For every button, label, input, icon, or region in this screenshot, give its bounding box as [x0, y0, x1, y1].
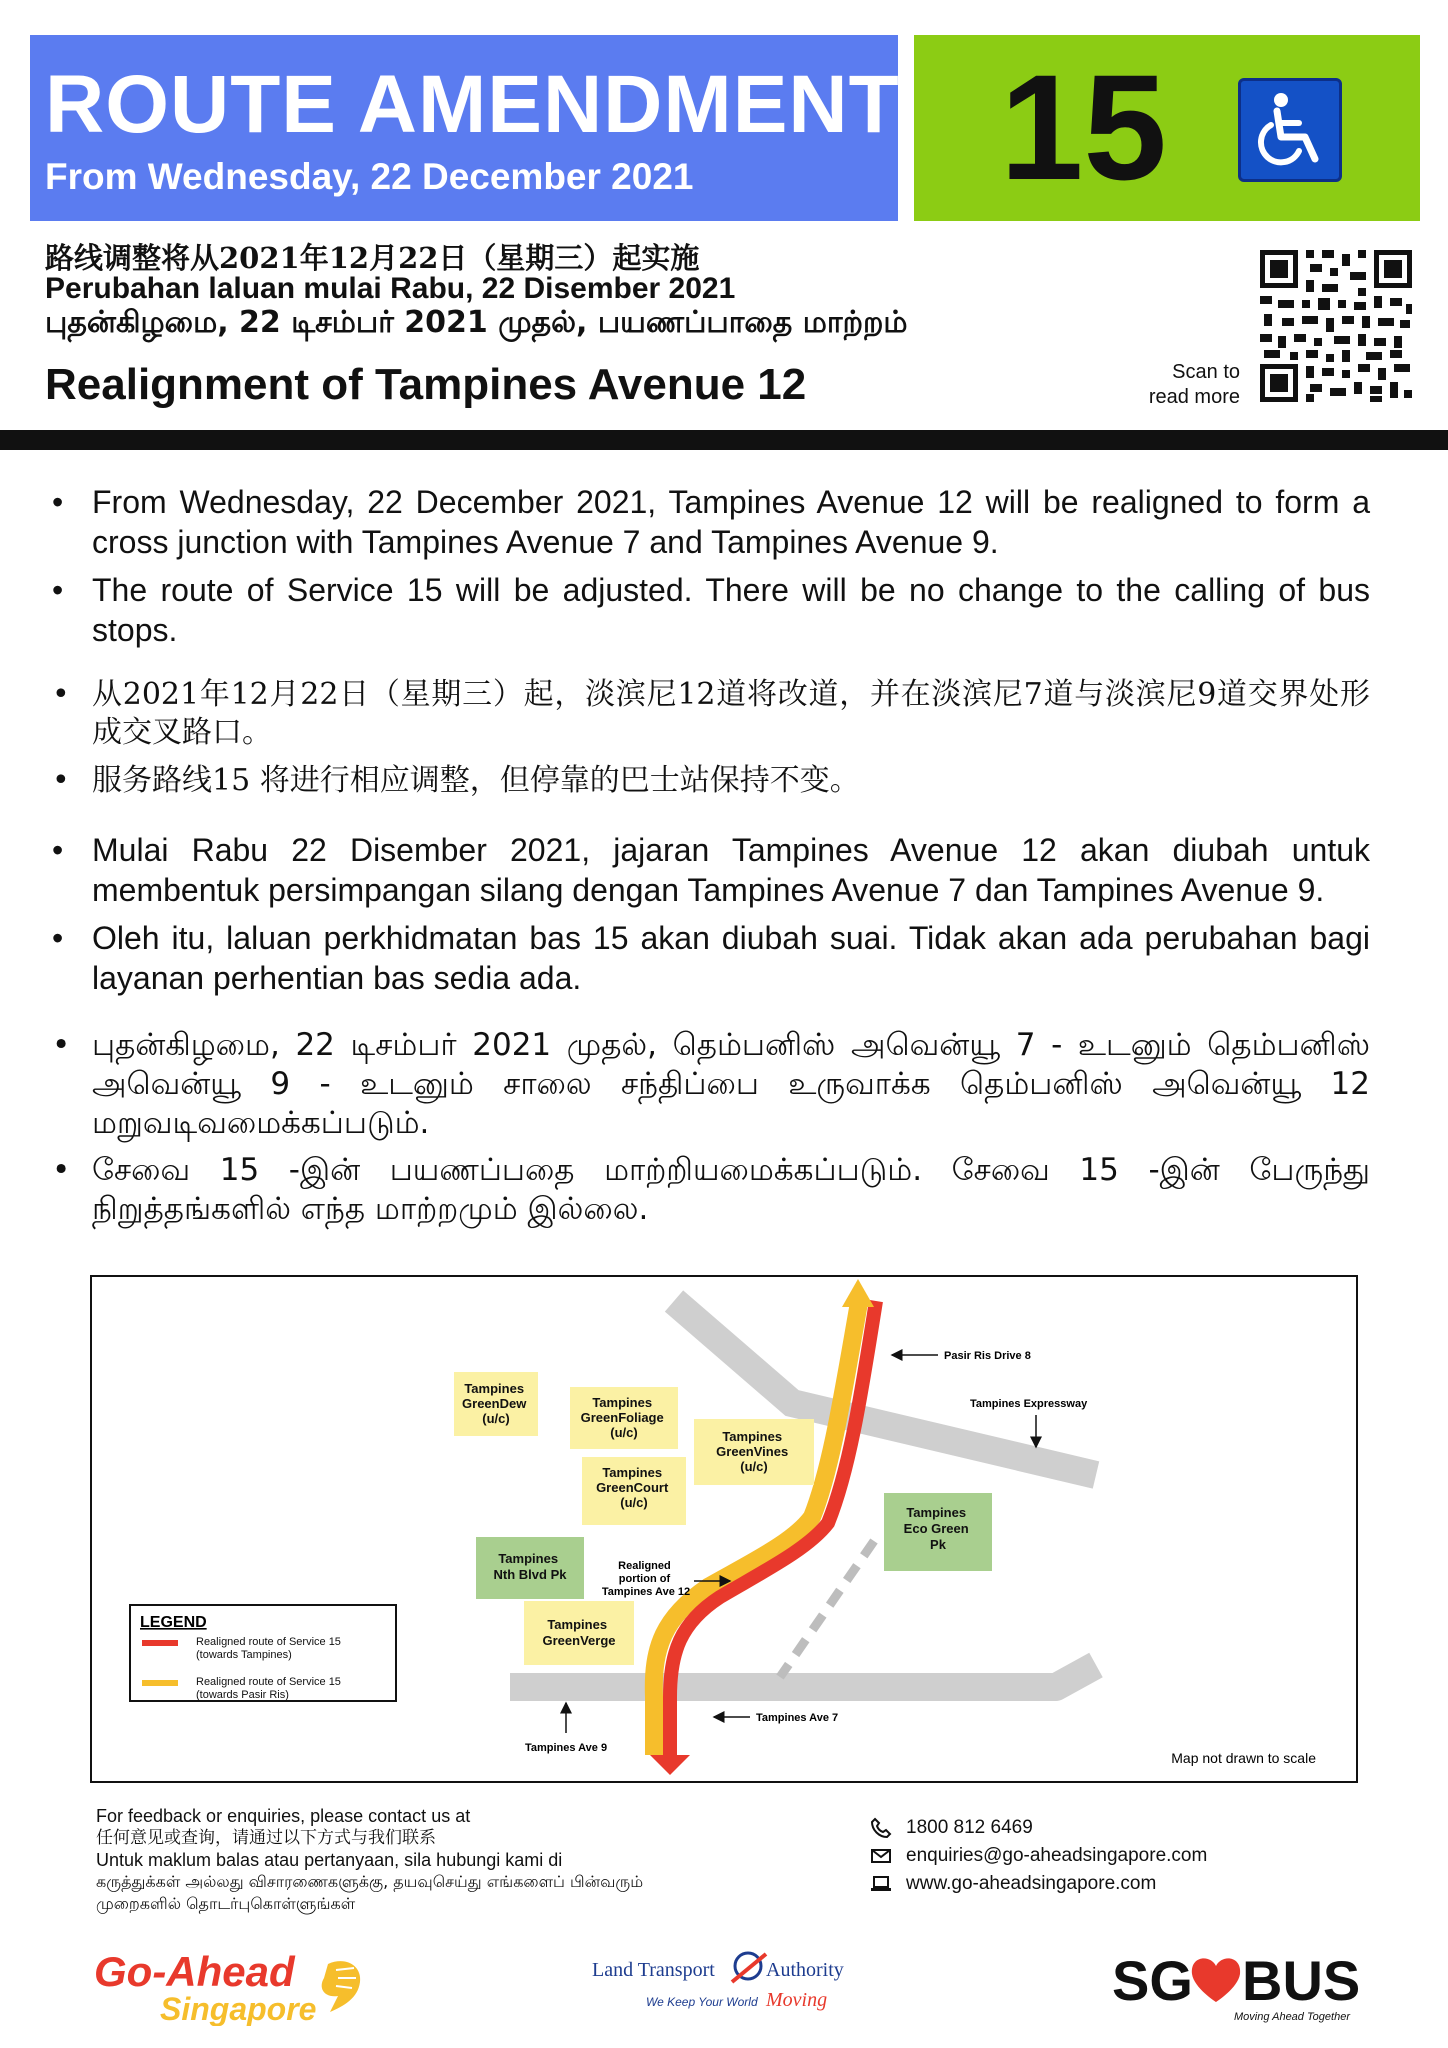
svg-text:Tampines Nth Blvd Pk: Tampines Nth Blvd Pk	[493, 1551, 567, 1582]
svg-text:Tampines GreenCourt: Tampines GreenCourt (u/c)	[596, 1465, 669, 1510]
goahead-logo	[92, 1946, 382, 2031]
svg-text:Tampines Eco Green: Tampines Eco Green Pk	[903, 1505, 969, 1552]
label-realigned-portion: Realigned portion of Tampines Ave 12	[601, 1560, 691, 1598]
malay-bullets	[40, 830, 1370, 998]
title-chinese: 路线调整将从2021年12月22日（星期三）起实施	[45, 241, 700, 275]
sgbus-logo	[1112, 1948, 1362, 2029]
wheelchair-icon	[1238, 78, 1342, 182]
svg-text:Moving Ahead Together: Moving Ahead Together	[1234, 2011, 1350, 2023]
phone-icon	[870, 1817, 892, 1839]
route-number: 15	[1000, 43, 1167, 211]
email-address[interactable]: enquiries@go-aheadsingapore.com	[906, 1845, 1208, 1866]
legend-title: LEGEND	[140, 1614, 207, 1631]
map-legend	[130, 1605, 396, 1701]
list-item: • 服务路线15 将进行相应调整，但停靠的巴士站保持不变。	[40, 762, 1370, 800]
legend-yellow-label: Realigned route of Service 15 (towards Pasir Ris)	[196, 1676, 341, 1701]
english-bullets	[40, 482, 1370, 650]
qr-code[interactable]	[1256, 246, 1416, 406]
website-contact[interactable]	[870, 1870, 1156, 1898]
old-tampines-ave-12	[780, 1541, 874, 1677]
label-tampines-ave-9: Tampines Ave 9	[524, 1742, 608, 1754]
list-item: • The route of Service 15 will be adjusted. There will be no change to the calling of bus stops.	[40, 570, 1370, 650]
title-malay: Perubahan laluan mulai Rabu, 22 Disember 2021	[45, 272, 736, 305]
svg-text:SG: SG	[1112, 1949, 1193, 2012]
phone-contact[interactable]	[870, 1814, 1033, 1842]
header-divider	[0, 430, 1448, 450]
list-item: • Mulai Rabu 22 Disember 2021, jajaran Tampines Avenue 12 akan diubah untuk membentuk persimpangan silang dengan Tampines Avenue 7 dan Tampines Avenue 9.	[40, 830, 1370, 910]
route-yellow-arrowhead	[842, 1279, 874, 1307]
legend-red-swatch	[142, 1640, 178, 1646]
list-item: • Oleh itu, laluan perkhidmatan bas 15 akan diubah suai. Tidak akan ada perubahan bagi layanan perhentian bas sedia ada.	[40, 918, 1370, 998]
svg-text:Tampines GreenVerge: Tampines GreenVerge	[542, 1617, 616, 1648]
svg-text:Moving: Moving	[766, 1989, 828, 2011]
route-number-panel	[914, 35, 1420, 221]
qr-caption: Scan to read more	[1148, 361, 1240, 408]
route-map	[90, 1275, 1358, 1783]
route-red-arrowhead	[650, 1755, 690, 1775]
list-item: • புதன்கிழமை, 22 டிசம்பர் 2021 முதல், தெம்பனிஸ் அவென்யூ 7 - உடனும் தெம்பனிஸ் அவென்யூ 9 - உடனும் சாலை சந்திப்பை உருவாக்க தெம்பனிஸ் அவென்யூ 12 மறுவடிவமைக்கப்படும்.	[40, 1026, 1370, 1143]
svg-text:Land Transport: Land Transport	[592, 1959, 715, 1981]
phone-number[interactable]: 1800 812 6469	[906, 1817, 1033, 1838]
legend-yellow-swatch	[142, 1680, 178, 1686]
svg-text:BUS: BUS	[1242, 1949, 1361, 2012]
label-tampines-expressway: Tampines Expressway	[970, 1398, 1088, 1410]
svg-text:Singapore: Singapore	[160, 1991, 317, 2026]
email-icon	[870, 1845, 892, 1867]
effective-date: From Wednesday, 22 December 2021	[45, 156, 694, 197]
svg-text:Tampines GreenDew: Tampines GreenDew (u/c)	[462, 1381, 527, 1426]
chinese-bullets	[40, 676, 1370, 800]
contact-instructions: For feedback or enquiries, please contact us at 任何意见或查询，请通过以下方式与我们联系 Untuk maklum balas atau pertanyaan, sila hubungi kami di கருத்துக்கள் அல்லது விசாரணைகளுக்கு, தயவுசெய்து எங்களைப் பின்வரும் முறைகளில் தொடர்புகொள்ளுங்கள்	[96, 1806, 644, 1913]
website-url[interactable]: www.go-aheadsingapore.com	[906, 1873, 1157, 1894]
svg-text:Tampines GreenVines: Tampines GreenVines (u/c)	[716, 1429, 789, 1474]
svg-text:Go-Ahead: Go-Ahead	[94, 1948, 295, 1995]
notice-subject: Realignment of Tampines Avenue 12	[45, 360, 807, 409]
legend-red-label: Realigned route of Service 15 (towards Tampines)	[196, 1636, 341, 1661]
tamil-bullets	[40, 1026, 1370, 1229]
email-contact[interactable]	[870, 1842, 1207, 1870]
label-pasir-ris-drive-8: Pasir Ris Drive 8	[944, 1350, 1031, 1362]
label-tampines-ave-7: Tampines Ave 7	[756, 1712, 839, 1724]
title-tamil: புதன்கிழமை, 22 டிசம்பர் 2021 முதல், பயணப்பாதை மாற்றம்	[45, 305, 908, 340]
svg-text:Tampines GreenFoliage: Tampines GreenFoliage (u/c)	[580, 1395, 664, 1440]
svg-text:We Keep Your World: We Keep Your World	[646, 1995, 758, 2009]
map-disclaimer: Map not drawn to scale	[1171, 1750, 1316, 1766]
list-item: • From Wednesday, 22 December 2021, Tampines Avenue 12 will be realigned to form a cross junction with Tampines Avenue 7 and Tampines Avenue 9.	[40, 482, 1370, 562]
svg-text:Authority: Authority	[766, 1959, 844, 1981]
list-item: • 从2021年12月22日（星期三）起，淡滨尼12道将改道，并在淡滨尼7道与淡滨尼9道交界处形成交叉路口。	[40, 676, 1370, 752]
laptop-icon	[870, 1873, 892, 1895]
page-title: ROUTE AMENDMENT	[45, 59, 900, 150]
lta-logo	[590, 1948, 860, 2029]
tampines-ave-7-road	[510, 1665, 1096, 1687]
list-item: • சேவை 15 -இன் பயணப்பதை மாற்றியமைக்கப்படும். சேவை 15 -இன் பேருந்து நிறுத்தங்களில் எந்த மாற்றமும் இல்லை.	[40, 1151, 1370, 1229]
